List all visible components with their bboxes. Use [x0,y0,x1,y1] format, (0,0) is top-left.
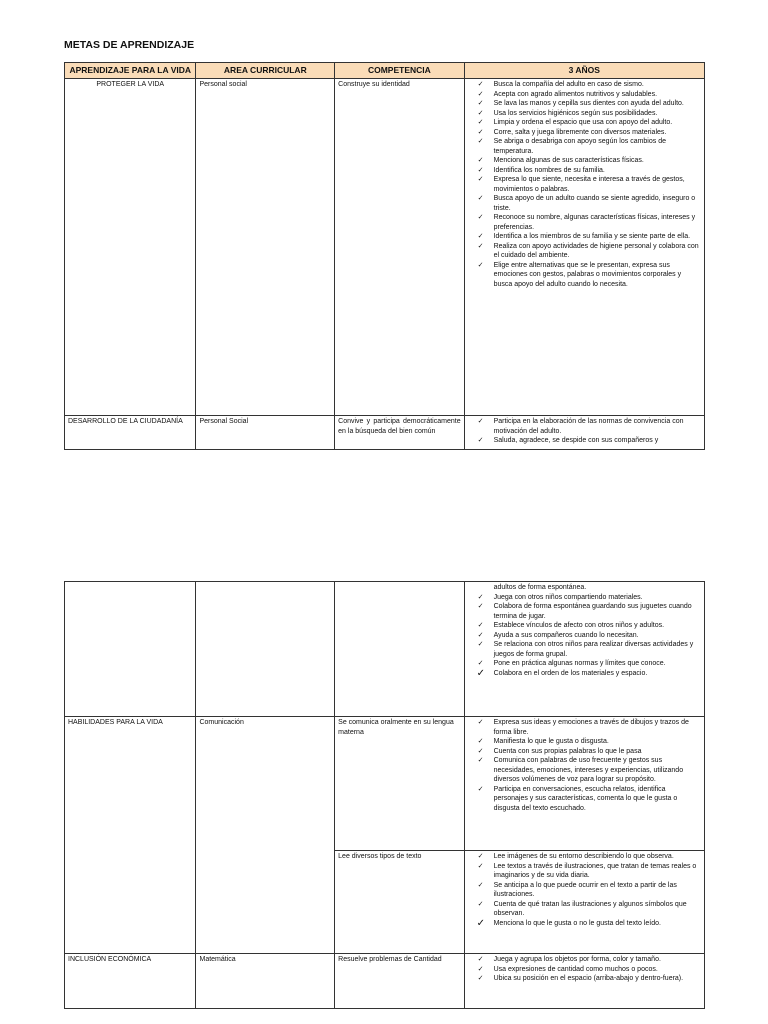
table-row [65,416,705,450]
goals-cell [464,954,704,1009]
competencia-cell: Construye su identidad [335,79,464,416]
checkmark-icon: ✓ [477,166,484,174]
checkmark-icon: ✓ [477,81,484,89]
checkmark-icon: ✓ [477,214,484,222]
checkmark-icon: ✓ [477,603,484,611]
goal-item [477,90,701,100]
goal-item [477,436,701,446]
goal-item [477,194,701,213]
goals-list [468,718,701,813]
goal-item [477,718,701,737]
goal-item-text: Participa en conversaciones, escucha relatos, identifica personajes y sus características, comenta lo que le gusta o disgusta del texto escuchado. [493,785,678,812]
goals-list [468,852,701,928]
goal-item [477,737,701,747]
aprendizaje-cell: HABILIDADES PARA LA VIDA [65,717,196,954]
checkmark-icon: ✓ [477,738,484,746]
goal-item [477,261,701,290]
goal-item [477,242,701,261]
goal-item-text: Se lava las manos y cepilla sus dientes con ayuda del adulto. [493,100,684,108]
aprendizaje-cell [65,582,196,717]
aprendizaje-cell: PROTEGER LA VIDA [65,79,196,416]
goal-item-text: Manifiesta lo que le gusta o disgusta. [493,738,609,746]
goal-item-text: Realiza con apoyo actividades de higiene personal y colabora con el cuidado del ambiente. [493,242,699,260]
checkmark-icon: ✓ [477,157,484,165]
checkmark-icon: ✓ [477,719,484,726]
goal-item [477,137,701,156]
competencia-cell [335,582,464,717]
competencia-cell: Resuelve problemas de Cantidad [335,954,464,1009]
goal-item [477,118,701,128]
goal-item-text: Identifica los nombres de su familia. [493,166,605,174]
goal-item [477,900,701,919]
checkmark-icon: ✓ [477,128,484,136]
goal-item-text: Saluda, agradece, se despide con sus compañeros y [493,437,659,445]
goal-item [477,747,701,757]
goal-item [477,862,701,881]
competencia-cell: Lee diversos tipos de texto [335,851,464,954]
checkmark-icon: ✓ [477,631,484,639]
goal-item [477,156,701,166]
goal-item [477,955,701,965]
checkmark-icon: ✓ [477,862,484,870]
learning-goals-table-page-2 [64,581,705,1009]
goals-list [468,955,701,984]
checkmark-icon: ✓ [477,881,484,889]
checkmark-icon: ✓ [477,975,484,983]
checkmark-icon: ✓ [477,261,484,269]
goal-item-text: Identifica a los miembros de su familia y se siente parte de ella. [493,233,691,241]
goal-item-text: Pone en práctica algunas normas y límites que conoce. [493,660,666,668]
goals-list [468,593,701,679]
goal-item-text: Participa en la elaboración de las normas de convivencia con motivación del adulto. [493,418,684,435]
goal-item [477,881,701,900]
goal-item [477,80,701,90]
goal-item-text: Se anticipa a lo que puede ocurrir en el texto a partir de las ilustraciones. [493,881,677,899]
goal-item [477,232,701,242]
checkmark-icon: ✓ [477,747,484,755]
goal-item [476,917,701,929]
goal-item [477,785,701,814]
goal-item-text: Menciona lo que le gusta o no le gusta del texto leído. [493,919,661,927]
checkmark-icon: ✓ [476,667,485,679]
checkmark-icon: ✓ [477,242,484,250]
checkmark-icon: ✓ [477,785,484,793]
goal-item [477,756,701,785]
checkmark-icon: ✓ [477,641,484,649]
checkmark-icon: ✓ [477,757,484,765]
goal-item-text: Busca la compañía del adulto en caso de sismo. [493,81,644,89]
goal-item-text: Cuenta con sus propias palabras lo que le pasa [493,747,642,755]
goal-item [477,965,701,975]
goal-item-text: Juega con otros niños compartiendo materiales. [493,593,643,601]
area-cell: Personal Social [196,416,335,450]
goal-item [477,99,701,109]
checkmark-icon: ✓ [477,138,484,146]
checkmark-icon: ✓ [477,100,484,108]
goal-item [477,128,701,138]
checkmark-icon: ✓ [477,176,484,184]
goal-item-text: Menciona algunas de sus características físicas. [493,157,644,165]
checkmark-icon: ✓ [477,593,484,601]
goals-list [468,417,701,446]
goals-cell [464,851,704,954]
goal-item-text: Acepta con agrado alimentos nutritivos y saludables. [493,90,658,98]
goal-item-text: Expresa sus ideas y emociones a través de dibujos y trazos de forma libre. [493,719,689,736]
goal-item [477,602,701,621]
goal-item-text: Limpia y ordena el espacio que usa con apoyo del adulto. [493,119,673,127]
goals-list [468,80,701,289]
table-row [65,717,705,851]
goal-item-text: Elige entre alternativas que se le presentan, expresa sus emociones con gestos, palabras o movimientos corporales y busca apoyo del adulto cuando lo necesita. [493,261,682,288]
goal-item-text: Establece vínculos de afecto con otros niños y adultos. [493,622,665,630]
goal-item [477,621,701,631]
goals-cell [464,582,704,717]
goal-item [477,417,701,436]
aprendizaje-cell: INCLUSIÓN ECONÓMICA [65,954,196,1009]
goal-item-text: Expresa lo que siente, necesita e interesa a través de gestos, movimientos o palabras. [493,176,685,193]
goals-cell [464,717,704,851]
checkmark-icon: ✓ [477,418,484,426]
goal-item-text: Usa los servicios higiénicos según sus posibilidades. [493,109,658,117]
goal-item-text: Comunica con palabras de uso frecuente y gestos sus necesidades, emociones, intereses y experiencias, utilizando diversos volúmenes de voz para lograr su propósito. [493,757,684,784]
goal-item-text: Colabora de forma espontánea guardando sus juguetes cuando termina de jugar. [493,603,692,620]
goal-item-text: Lee imágenes de su entorno describiendo lo que observa. [493,853,674,860]
checkmark-icon: ✓ [477,900,484,908]
checkmark-icon: ✓ [477,119,484,127]
goal-item [477,631,701,641]
checkmark-icon: ✓ [477,109,484,117]
continuation-text: adultos de forma espontánea. [493,584,587,591]
header-area: AREA CURRICULAR [196,63,335,79]
table-row [65,79,705,416]
goal-item [477,974,701,984]
goal-item-text: Busca apoyo de un adulto cuando se siente agredido, inseguro o triste. [493,195,696,212]
area-cell: Matemática [196,954,335,1009]
document-title: METAS DE APRENDIZAJE [64,39,195,51]
area-cell: Comunicación [196,717,335,954]
goal-item [477,213,701,232]
header-row [65,63,705,79]
goal-item-text: Ayuda a sus compañeros cuando lo necesitan. [493,631,639,639]
checkmark-icon: ✓ [477,660,484,668]
goal-item-text: Corre, salta y juega libremente con diversos materiales. [493,128,667,136]
checkmark-icon: ✓ [477,853,484,860]
checkmark-icon: ✓ [477,195,484,203]
goal-item-text: Se relaciona con otros niños para realizar diversas actividades y juegos de forma grupal. [493,641,694,658]
goal-item-text: Lee textos a través de ilustraciones, que tratan de temas reales o imaginarios y de su vida diaria. [493,862,697,880]
goal-item-text: Colabora en el orden de los materiales y espacio. [493,669,648,677]
goal-item [476,667,701,679]
checkmark-icon: ✓ [477,956,484,963]
checkmark-icon: ✓ [477,965,484,973]
checkmark-icon: ✓ [476,917,485,929]
competencia-cell: Se comunica oralmente en su lengua materna [335,717,464,851]
area-cell: Personal social [196,79,335,416]
learning-goals-table-page-1 [64,62,705,450]
goal-item [477,852,701,862]
aprendizaje-cell: DESARROLLO DE LA CIUDADANÍA [65,416,196,450]
goal-item-text: Se abriga o desabriga con apoyo según los cambios de temperatura. [493,138,666,155]
goal-item-text: Ubica su posición en el espacio (arriba-abajo y dentro-fuera). [493,975,684,983]
goal-item [477,659,701,669]
competencia-cell: Convive y participa democráticamente en la búsqueda del bien común [335,416,464,450]
table-row [65,582,705,717]
goals-cell [464,79,704,416]
goal-item-text: Cuenta de qué tratan las ilustraciones y algunos símbolos que observan. [493,900,687,918]
goal-item [477,166,701,176]
goal-item [477,175,701,194]
checkmark-icon: ✓ [477,233,484,241]
checkmark-icon: ✓ [477,437,484,445]
goal-item-text: Usa expresiones de cantidad como muchos o pocos. [493,965,658,973]
table-row [65,954,705,1009]
goal-item-text: Reconoce su nombre, algunas características físicas, intereses y preferencias. [493,214,696,231]
header-competencia: COMPETENCIA [335,63,464,79]
header-age: 3 AÑOS [464,63,704,79]
area-cell [196,582,335,717]
goal-item [477,109,701,119]
header-aprendizaje: APRENDIZAJE PARA LA VIDA [65,63,196,79]
goals-cell [464,416,704,450]
goal-item [477,640,701,659]
checkmark-icon: ✓ [477,622,484,630]
checkmark-icon: ✓ [477,90,484,98]
goal-item-text: Juega y agrupa los objetos por forma, color y tamaño. [493,956,661,963]
goal-item [477,593,701,603]
